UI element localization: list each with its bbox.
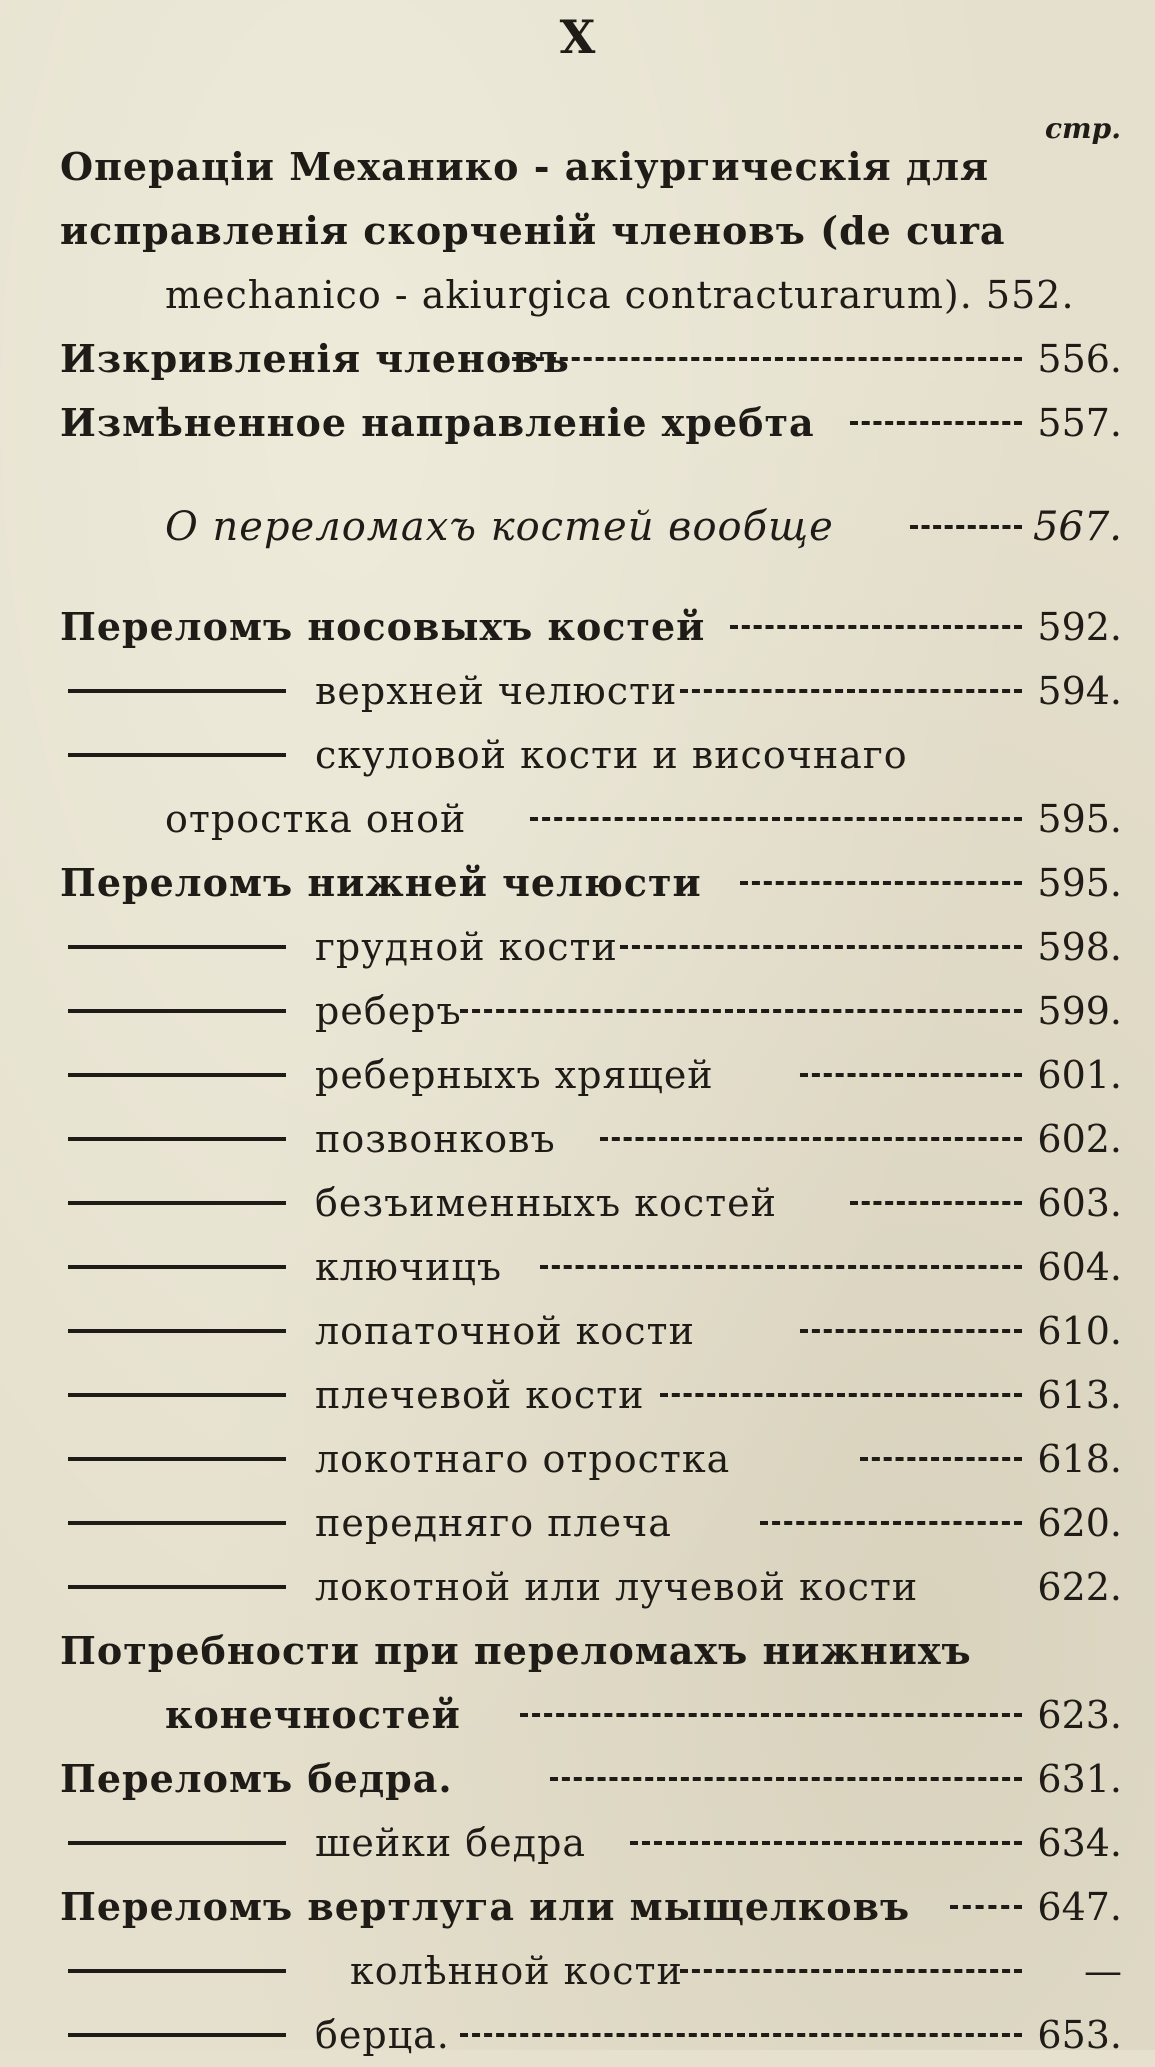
dot-leader	[620, 945, 1022, 949]
toc-entry	[60, 391, 1132, 455]
entry-page: 595.	[1037, 797, 1122, 841]
toc-entry	[60, 1747, 1132, 1811]
ditto-dash	[68, 1521, 286, 1525]
dot-leader	[630, 1841, 1022, 1845]
entry-title: Изкривленія членовъ	[60, 336, 570, 381]
ditto-dash	[68, 753, 286, 757]
dot-leader	[860, 1457, 1022, 1461]
entry-page: 602.	[1037, 1117, 1122, 1161]
entry-title: плечевой кости	[315, 1373, 645, 1417]
ditto-dash	[68, 1585, 286, 1589]
dot-leader	[550, 1777, 1022, 1781]
entry-title: конечностей	[165, 1692, 461, 1737]
entry-page: 631.	[1037, 1757, 1122, 1801]
entry-page: 594.	[1037, 669, 1122, 713]
entry-title: верхней челюсти	[315, 669, 678, 713]
entry-title: mechanico - akiurgica contracturarum). 552.	[165, 273, 1075, 317]
toc-entry	[60, 1875, 1132, 1939]
entry-page: 604.	[1037, 1245, 1122, 1289]
page-column-header: стр.	[1045, 112, 1122, 145]
entry-title: позвонковъ	[315, 1117, 556, 1161]
entry-title: локотной или лучевой кости	[315, 1565, 919, 1609]
entry-title: реберъ	[315, 989, 462, 1033]
entry-title: ключицъ	[315, 1245, 503, 1289]
entry-title: грудной кости	[315, 925, 618, 969]
toc-entry	[60, 1811, 1132, 1875]
entry-page: 598.	[1037, 925, 1122, 969]
toc-entry	[60, 915, 1132, 979]
entry-page: 599.	[1037, 989, 1122, 1033]
dot-leader	[800, 1329, 1022, 1333]
dot-leader	[740, 881, 1022, 885]
section-title: О переломахъ костей вообще	[165, 504, 834, 550]
toc-entry	[60, 1107, 1132, 1171]
entry-title: Переломъ носовыхъ костей	[60, 604, 706, 649]
entry-title: колѣнной кости	[350, 1949, 683, 1993]
ditto-dash	[68, 1969, 286, 1973]
toc-entry	[60, 787, 1132, 851]
entry-page: 592.	[1037, 605, 1122, 649]
entry-page: 556.	[1037, 337, 1122, 381]
dot-leader	[680, 689, 1022, 693]
toc-entry	[60, 851, 1132, 915]
entry-title: реберныхъ хрящей	[315, 1053, 714, 1097]
entry-title: Переломъ вертлуга или мыщелковъ	[60, 1884, 911, 1929]
table-of-contents	[60, 135, 1132, 2067]
entry-title: шейки бедра	[315, 1821, 587, 1865]
entry-page: 567.	[1032, 504, 1122, 550]
toc-entry	[60, 327, 1132, 391]
ditto-dash	[68, 1457, 286, 1461]
entry-title: Переломъ бедра.	[60, 1756, 453, 1801]
entry-page: 620.	[1037, 1501, 1122, 1545]
ditto-dash	[68, 1329, 286, 1333]
entry-page: 557.	[1037, 401, 1122, 445]
dot-leader	[800, 1073, 1022, 1077]
toc-entry	[60, 1043, 1132, 1107]
entry-title: скуловой кости и височнаго	[315, 733, 908, 777]
ditto-dash	[68, 1201, 286, 1205]
entry-title: берца.	[315, 2013, 450, 2057]
dot-leader	[460, 1009, 1022, 1013]
ditto-dash	[68, 945, 286, 949]
toc-entry	[60, 1171, 1132, 1235]
dot-leader	[850, 1201, 1022, 1205]
dot-leader	[500, 357, 1022, 361]
toc-entry	[60, 263, 1132, 327]
entry-title: передняго плеча	[315, 1501, 672, 1545]
toc-entry	[60, 595, 1132, 659]
entry-title: Операціи Механико - акіургическія для	[60, 144, 990, 189]
dot-leader	[760, 1521, 1022, 1525]
entry-title: лопаточной кости	[315, 1309, 695, 1353]
ditto-dash	[68, 689, 286, 693]
toc-entry	[60, 1235, 1132, 1299]
dot-leader	[530, 817, 1022, 821]
toc-entry	[60, 1491, 1132, 1555]
dot-leader	[460, 2033, 1022, 2037]
dot-leader	[910, 525, 1022, 529]
toc-entry	[60, 1683, 1132, 1747]
toc-entry	[60, 1363, 1132, 1427]
ditto-dash	[68, 1073, 286, 1077]
entry-title: исправленія скорченій членовъ (de cura	[60, 208, 1006, 253]
entry-page: 647.	[1037, 1885, 1122, 1929]
ditto-dash	[68, 1137, 286, 1141]
dot-leader	[520, 1713, 1022, 1717]
toc-entry	[60, 135, 1132, 199]
toc-entry	[60, 1555, 1132, 1619]
entry-title: Переломъ нижней челюсти	[60, 860, 702, 905]
ditto-dash	[68, 1009, 286, 1013]
entry-page: 622.	[1037, 1565, 1122, 1609]
entry-title: Измѣненное направленіе хребта	[60, 400, 815, 445]
entry-page: 618.	[1037, 1437, 1122, 1481]
dot-leader	[660, 1393, 1022, 1397]
entry-title: безъименныхъ костей	[315, 1181, 777, 1225]
dot-leader	[950, 1905, 1022, 1909]
entry-page: 603.	[1037, 1181, 1122, 1225]
toc-entry	[60, 199, 1132, 263]
dot-leader	[850, 421, 1022, 425]
entry-page: 613.	[1037, 1373, 1122, 1417]
toc-entry	[60, 1939, 1132, 2003]
toc-entry	[60, 1299, 1132, 1363]
toc-entry	[60, 1619, 1132, 1683]
toc-entry	[60, 1427, 1132, 1491]
ditto-dash	[68, 1265, 286, 1269]
entry-title: отростка оной	[165, 797, 467, 841]
toc-entry	[60, 659, 1132, 723]
section-heading	[60, 495, 1132, 559]
entry-title: локотнаго отростка	[315, 1437, 731, 1481]
toc-entry	[60, 2003, 1132, 2067]
entry-page: —	[1084, 1949, 1122, 1993]
dot-leader	[680, 1969, 1022, 1973]
page-number: X	[559, 10, 596, 64]
dot-leader	[600, 1137, 1022, 1141]
ditto-dash	[68, 1393, 286, 1397]
toc-entry	[60, 723, 1132, 787]
dot-leader	[730, 625, 1022, 629]
ditto-dash	[68, 2033, 286, 2037]
dot-leader	[540, 1265, 1022, 1269]
entry-page: 653.	[1037, 2013, 1122, 2057]
toc-entry	[60, 979, 1132, 1043]
entry-page: 634.	[1037, 1821, 1122, 1865]
entry-page: 623.	[1037, 1693, 1122, 1737]
ditto-dash	[68, 1841, 286, 1845]
entry-page: 595.	[1037, 861, 1122, 905]
entry-page: 601.	[1037, 1053, 1122, 1097]
entry-title: Потребности при переломахъ нижнихъ	[60, 1628, 972, 1673]
entry-page: 610.	[1037, 1309, 1122, 1353]
